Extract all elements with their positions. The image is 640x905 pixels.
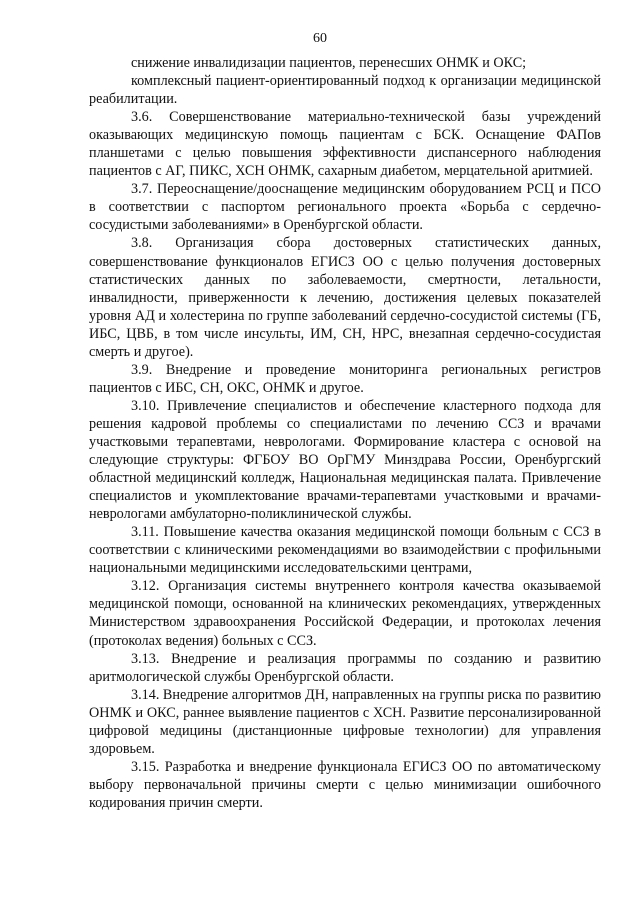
paragraph-3-8: 3.8. Организация сбора достоверных статистических данных, совершенствование функционалов ЕГИСЗ ОО с целью получения достоверных статистических данных по заболеваемости, смертности, летальности, инвалидности, приверженности к лечению, достижения целевых показателей уровня АД и холестерина по группе заболеваний сердечно-сосудистой системы (ГБ, ИБС, ЦВБ, в том числе инсульты, ИМ, СН, НРС, внезапная сердечно-сосудистая смерть и другое).: [89, 235, 601, 360]
paragraph-3-10: 3.10. Привлечение специалистов и обеспечение кластерного подхода для решения кадровой проблемы со специалистами по лечению ССЗ и врачами участковыми терапевтами, неврологами. Формирование кластера с основой на следующие структуры: ФГБОУ ВО ОрГМУ Минздрава России, Оренбургский областной медицинский колледж, Национальная медицинская палата. Привлечение специалистов и укомплектование врачами-терапевтами участковыми и врачами-неврологами амбулаторно-поликлинической службы.: [89, 397, 601, 523]
paragraph-disability-reduction: снижение инвалидизации пациентов, перенесших ОНМК и ОКС;: [131, 55, 527, 71]
paragraph-3-6: 3.6. Совершенствование материально-технической базы учреждений оказывающих медицинскую помощь пациентам с БСК. Оснащение ФАПов планшетами с целью повышения эффективности диспансерного наблюдения пациентов с АГ, ПИКС, ХСН ОНМК, сахарным диабетом, мерцательной аритмией.: [89, 109, 601, 180]
paragraph-3-15: 3.15. Разработка и внедрение функционала ЕГИСЗ ОО по автоматическому выбору первоначальной причины смерти с целью минимизации ошибочного кодирования причин смерти.: [89, 758, 601, 811]
paragraph-3-9: 3.9. Внедрение и проведение мониторинга региональных регистров пациентов с ИБС, СН, ОКС, ОНМК и другое.: [89, 361, 601, 396]
paragraph-3-13: 3.13. Внедрение и реализация программы по созданию и развитию аритмологической службы Оренбургской области.: [89, 650, 601, 685]
paragraph-3-12: 3.12. Организация системы внутреннего контроля качества оказываемой медицинской помощи, основанной на клинических рекомендациях, утвержденных Министерством здравоохранения Российской Федерации, и протоколах лечения (протоколах ведения) больных с ССЗ.: [89, 578, 601, 649]
paragraph-3-7: 3.7. Переоснащение/дооснащение медицинским оборудованием РСЦ и ПСО в соответствии с паспортом регионального проекта «Борьба с сердечно-сосудистыми заболеваниями» в Оренбургской области.: [89, 181, 601, 234]
document-body: [89, 54, 601, 812]
page-number: 60: [313, 31, 327, 46]
paragraph-3-14: 3.14. Внедрение алгоритмов ДН, направленных на группы риска по развитию ОНМК и ОКС, раннее выявление пациентов с ХСН. Развитие персонализированной цифровой медицины (дистанционные цифровые технологии) для управления здоровьем.: [89, 686, 601, 757]
paragraph-3-11: 3.11. Повышение качества оказания медицинской помощи больным с ССЗ в соответствии с клиническими рекомендациями во взаимодействии с профильными национальными медицинскими исследовательскими центрами,: [89, 524, 601, 577]
paragraph-rehabilitation: комплексный пациент-ориентированный подход к организации медицинской реабилитации.: [89, 73, 601, 108]
